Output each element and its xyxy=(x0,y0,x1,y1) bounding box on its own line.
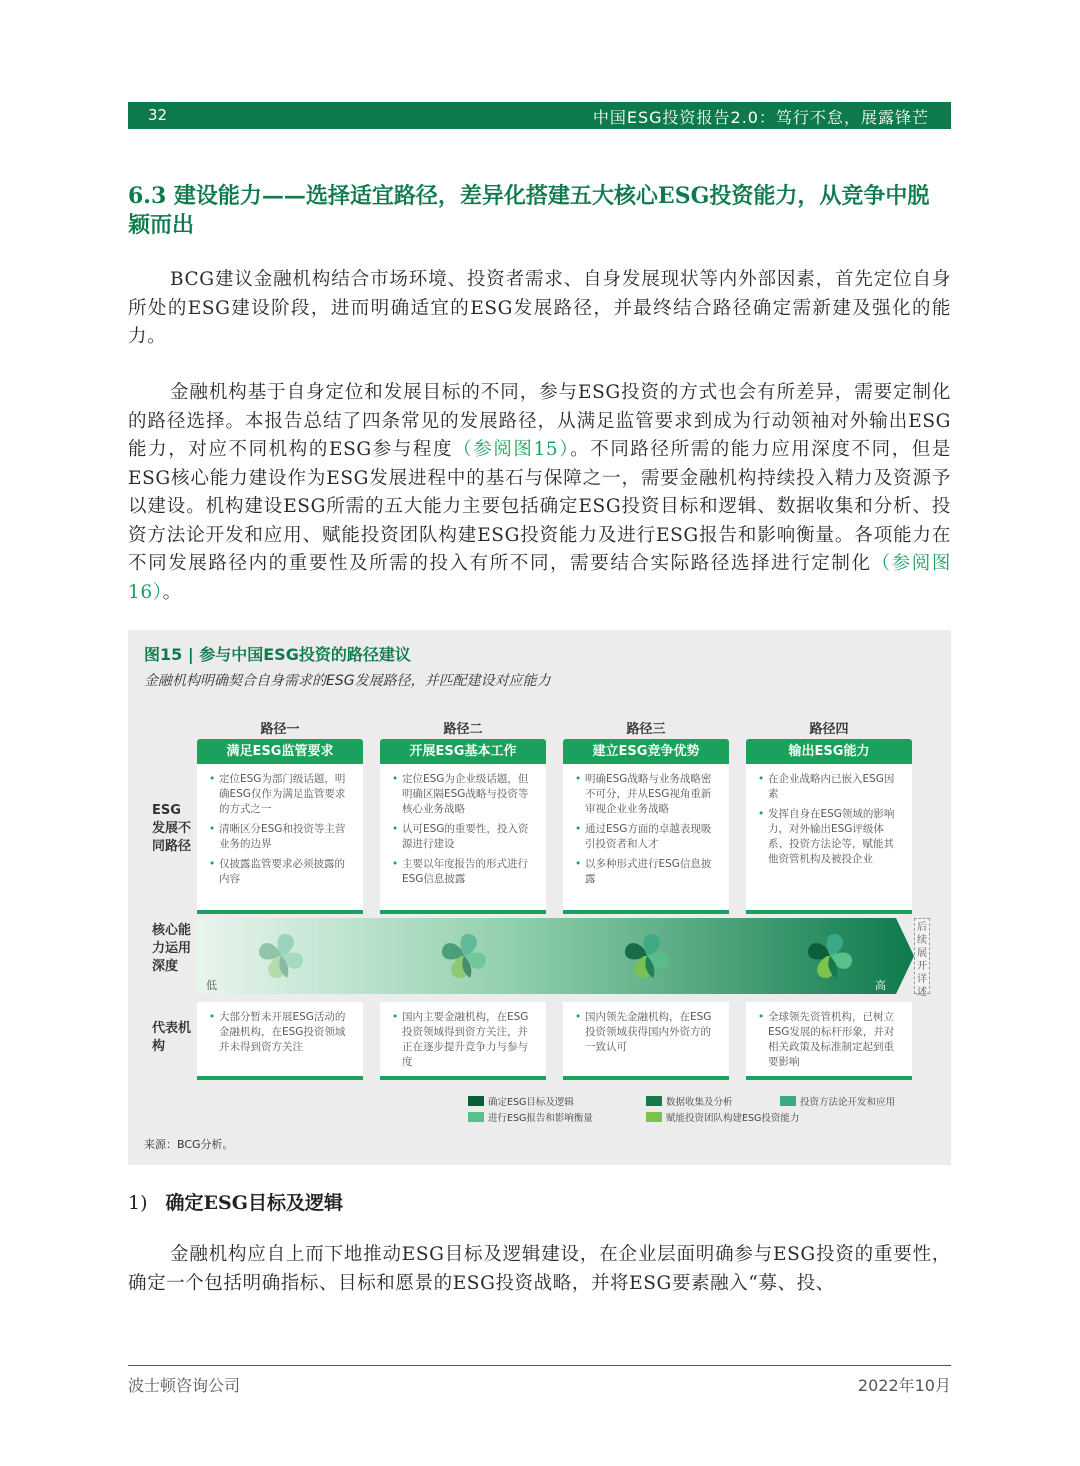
path-3-bullet: • 通过ESG方面的卓越表现吸引投资者和人才 xyxy=(575,822,719,852)
legend-item-goals xyxy=(468,1096,574,1108)
path-2-bullet: • 主要以年度报告的形式进行ESG信息披露 xyxy=(392,857,536,887)
path-1-bullet: • 仅披露监管要求必须披露的内容 xyxy=(209,857,353,887)
figure-source: 来源：BCG分析。 xyxy=(144,1138,234,1151)
path-3-tab: 建立ESG竞争优势 xyxy=(563,739,729,764)
footer-date: 2022年10月 xyxy=(857,1376,951,1395)
path-3-card xyxy=(563,764,729,914)
path-2-card xyxy=(380,764,546,914)
path-3-bullet: • 以多种形式进行ESG信息披露 xyxy=(575,857,719,887)
legend-item-reporting xyxy=(468,1112,593,1124)
row-label-institutions: 代表机构 xyxy=(152,1021,192,1054)
page-number: 32 xyxy=(148,106,168,124)
path-1-tab: 满足ESG监管要求 xyxy=(197,739,363,764)
page-header xyxy=(128,102,951,129)
figure-15-reference-link[interactable]: （参阅图15） xyxy=(453,439,571,460)
legend-label: 投资方法论开发和应用 xyxy=(800,1097,896,1108)
legend-swatch xyxy=(646,1096,662,1106)
footer-divider xyxy=(128,1365,951,1366)
path-3-name: 路径三 xyxy=(626,722,666,737)
depth-low-label: 低 xyxy=(206,979,217,992)
depth-arrow xyxy=(196,918,914,994)
legend-item-data xyxy=(646,1096,733,1108)
section-title: 6.3 建设能力——选择适宜路径，差异化搭建五大核心ESG投资能力，从竞争中脱颖而出 xyxy=(128,183,930,238)
figure-15 xyxy=(128,630,951,1165)
row-label-depth: 核心能力运用深度 xyxy=(152,923,192,974)
legend-label: 进行ESG报告和影响衡量 xyxy=(488,1113,593,1124)
paragraph-2-text-a: 金融机构基于自身定位和发展目标的不同，参与ESG投资的方式也会有所差异，需要定制化的路径选择。本报告总结了四条常见的发展路径，从满足监管要求到成为行动领袖对外输出ESG能力，对应不同机构的ESG参与程度 xyxy=(128,382,951,460)
legend-label: 确定ESG目标及逻辑 xyxy=(488,1097,574,1108)
row-label-paths: ESG发展不同路径 xyxy=(152,803,192,854)
path-3-bullet: • 明确ESG战略与业务战略密不可分，并从ESG视角重新审视企业业务战略 xyxy=(575,772,719,817)
path-1-card xyxy=(197,764,363,914)
paragraph-2-text-c: 。 xyxy=(162,581,182,603)
depth-high-label: 高 xyxy=(875,979,886,992)
legend-swatch xyxy=(780,1096,796,1106)
capability-depth-band xyxy=(196,918,926,994)
path-4-name: 路径四 xyxy=(809,722,849,737)
legend-item-team xyxy=(646,1112,799,1124)
path-2-tab: 开展ESG基本工作 xyxy=(380,739,546,764)
path-3-institutions xyxy=(563,1002,729,1080)
path-4-tab: 输出ESG能力 xyxy=(746,739,912,764)
path-2-bullet: • 定位ESG为企业级话题，但明确区隔ESG战略与投资等核心业务战略 xyxy=(392,772,536,817)
report-title: 中国ESG投资报告2.0：笃行不怠，展露锋芒 xyxy=(592,108,929,127)
path-4-bullet: • 发挥自身在ESG领域的影响力，对外输出ESG评级体系、投资方法论等，赋能其他资管机构及被投企业 xyxy=(758,807,902,867)
figure-16-reference-link[interactable]: （参阅图16） xyxy=(128,553,952,603)
subsection-title: 确定ESG目标及逻辑 xyxy=(165,1192,343,1214)
path-2-institutions xyxy=(380,1002,546,1080)
legend-item-methodology xyxy=(780,1096,895,1108)
subsection-number: 1) xyxy=(128,1192,148,1214)
path-4-institutions xyxy=(746,1002,912,1080)
paragraph-2 xyxy=(128,379,951,607)
legend-label: 数据收集及分析 xyxy=(666,1097,733,1108)
path-1-bullet: • 清晰区分ESG和投资等主营业务的边界 xyxy=(209,822,353,852)
path-1-institutions xyxy=(197,1002,363,1080)
path-4-bullet: • 在企业战略内已嵌入ESG因素 xyxy=(758,772,902,802)
legend-swatch xyxy=(646,1112,662,1122)
detail-note: 后续展开详述 xyxy=(914,918,930,994)
path-4-institution: • 全球领先资管机构，已树立ESG发展的标杆形象，并对相关政策及标准制定起到重要影响 xyxy=(758,1010,902,1070)
figure-subtitle: 金融机构明确契合自身需求的ESG发展路径，并匹配建设对应能力 xyxy=(144,673,551,689)
legend-swatch xyxy=(468,1112,484,1122)
footer-company: 波士顿咨询公司 xyxy=(128,1376,241,1395)
path-2-bullet: • 认可ESG的重要性，投入资源进行建设 xyxy=(392,822,536,852)
subsection-heading xyxy=(128,1188,343,1215)
legend-swatch xyxy=(468,1096,484,1106)
path-3-institution: • 国内领先金融机构，在ESG投资领域获得国内外资方的一致认可 xyxy=(575,1010,719,1055)
path-2-name: 路径二 xyxy=(443,722,483,737)
legend-label: 赋能投资团队构建ESG投资能力 xyxy=(666,1113,800,1124)
figure-title: 图15 | 参与中国ESG投资的路径建议 xyxy=(144,645,411,664)
path-1-institution: • 大部分暂未开展ESG活动的金融机构，在ESG投资领域并未得到资方关注 xyxy=(209,1010,353,1055)
paragraph-3: 金融机构应自上而下地推动ESG目标及逻辑建设，在企业层面明确参与ESG投资的重要性，确定一个包括明确指标、目标和愿景的ESG投资战略，并将ESG要素融入“募、投、 xyxy=(128,1244,951,1294)
path-2-institution: • 国内主要金融机构，在ESG投资领域得到资方关注，并正在逐步提升竞争力与参与度 xyxy=(392,1010,536,1070)
path-4-card xyxy=(746,764,912,914)
path-1-name: 路径一 xyxy=(260,722,300,737)
path-1-bullet: • 定位ESG为部门级话题，明确ESG仅作为满足监管要求的方式之一 xyxy=(209,772,353,817)
paragraph-2-text-b: 。不同路径所需的能力应用深度不同，但是ESG核心能力建设作为ESG发展进程中的基石与保障之一，需要金融机构持续投入精力及资源予以建设。机构建设ESG所需的五大能力主要包括确定ESG投资目标和逻辑、数据收集和分析、投资方法论开发和应用、赋能投资团队构建ESG投资能力及进行ESG报告和影响衡量。各项能力在不同发展路径内的重要性及所需的投入有所不同，需要结合实际路径选择进行定制化 xyxy=(128,439,951,574)
paragraph-1: BCG建议金融机构结合市场环境、投资者需求、自身发展现状等内外部因素，首先定位自身所处的ESG建设阶段，进而明确适宜的ESG发展路径，并最终结合路径确定需新建及强化的能力。 xyxy=(128,269,951,347)
